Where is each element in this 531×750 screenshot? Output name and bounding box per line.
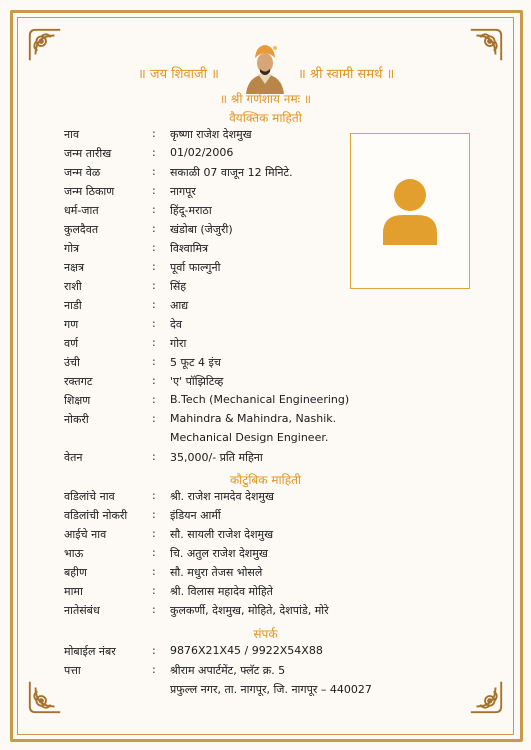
family-info-title: कौटुंबिक माहिती (229, 473, 302, 487)
contact-title: संपर्क (253, 627, 278, 641)
user-silhouette-icon (381, 177, 439, 245)
shivaji-portrait-icon (240, 36, 290, 94)
swami-samarth-text: ॥ श्री स्वामी समर्थ ॥ (298, 67, 395, 82)
job-continuation: Mechanical Design Engineer. (170, 431, 329, 444)
floral-corner-icon (26, 678, 64, 716)
header-row (0, 60, 531, 90)
floral-corner-icon (467, 26, 505, 64)
floral-corner-icon (26, 26, 64, 64)
floral-corner-icon (467, 678, 505, 716)
photo-placeholder (350, 133, 470, 289)
personal-info-title: वैयक्तिक माहिती (229, 111, 302, 125)
jay-shivaji-text: ॥ जय शिवाजी ॥ (138, 67, 219, 82)
biodata-page: ॥ जय शिवाजी ॥ ॥ श्री स्वामी समर्थ ॥ ॥ श्री गणेशाय नमः ॥ वैयक्तिक माहिती नाव : कृष्णा राजेश देशमुख जन्म तारीख : 01/02/2006 जन्म वेळ : सकाळी 07 वाजून 12 मिनिटे. जन्म ठिकाण : नागपूर धर्म-जात : हिंदू-मराठा कुलदैवत : खंडोबा (जेजुरी) गोत्र : विश्वामित्र नक्षत्र : पूर्वा फाल्गुनी राशी : सिंह नाडी : आद्य गण : देव वर्ण : गोरा उंची : 5 फूट 4 इंच रक्तगट : 'ए' पॉझिटिव्ह शिक्षण : B.Tech (Mechanical Engineering) नोकरी : Mahindra & Mahindra, Nashik. Mechanical Design Engineer. वेतन : 35,000/- प्रति महिना कौटुंबिक माहिती वडिलांचे नाव : श्री. राजेश नामदेव देशमुख वडिलांची नोकरी : इंडियन आर्मी आईचे नाव : सौ. सायली राजेश देशमुख भाऊ : चि. अतुल राजेश देशमुख बहीण : सौ. मधुरा तेजस भोसले मामा : श्री. विलास महादेव मोहिते नातेसंबंध : कुलकर्णी, देशमुख, मोहिते, देशपांडे, मोरे संपर्क मोबाईल नंबर : 9876X21X45 / 9922X54X88 पत्ता : श्रीराम अपार्टमेंट, फ्लॅट क्र. 5 प्रफुल्ल नगर, ता. नागपूर, जि. नागपूर – 440027 (0, 0, 531, 750)
address-continuation: प्रफुल्ल नगर, ता. नागपूर, जि. नागपूर – 440027 (170, 683, 372, 696)
ganeshaya-namah-text: ॥ श्री गणेशाय नमः ॥ (219, 92, 312, 106)
